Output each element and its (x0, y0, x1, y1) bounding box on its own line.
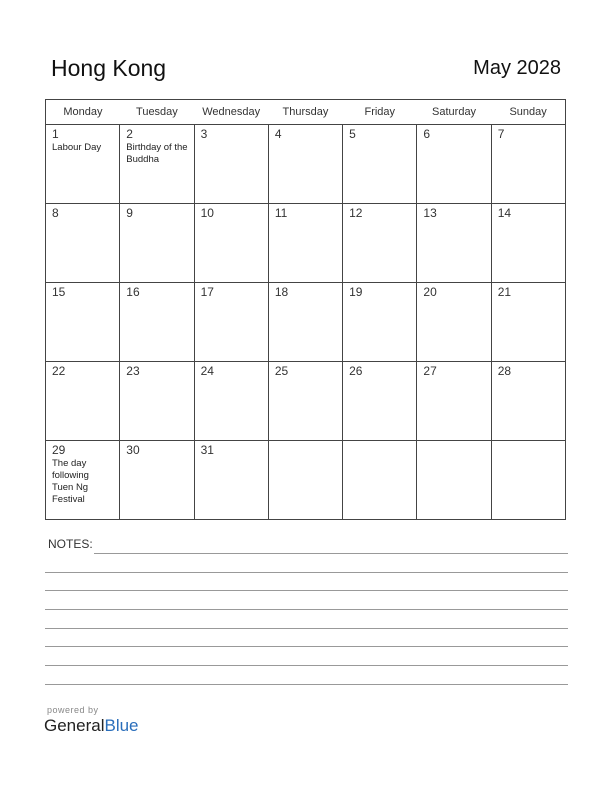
day-cell (268, 283, 342, 362)
holiday-label: Birthday of the Buddha (126, 142, 188, 165)
day-cell (343, 125, 417, 204)
day-number: 4 (274, 127, 282, 141)
weekday-header: Tuesday (120, 100, 194, 125)
day-cell (417, 362, 491, 441)
week-row (46, 283, 566, 362)
day-number: 5 (349, 127, 356, 141)
day-cell (417, 125, 491, 204)
day-cell (194, 362, 268, 441)
day-number: 11 (274, 206, 288, 220)
day-cell (120, 283, 194, 362)
generalblue-logo[interactable] (44, 716, 139, 736)
day-cell (194, 204, 268, 283)
day-cell (194, 283, 268, 362)
day-cell (417, 441, 491, 520)
week-row (46, 441, 566, 520)
day-number: 31 (200, 443, 214, 457)
day-cell (491, 283, 565, 362)
day-number: 23 (126, 364, 140, 378)
day-cell (491, 441, 565, 520)
weekday-header-row (46, 100, 566, 125)
day-number: 29 (52, 443, 66, 457)
holiday-label: The day following Tuen Ng Festival (52, 458, 89, 505)
day-number: 6 (423, 127, 431, 141)
day-number: 8 (52, 206, 59, 220)
weekday-header: Wednesday (194, 100, 268, 125)
day-number: 10 (200, 206, 214, 220)
day-number: 30 (126, 443, 140, 457)
day-cell (417, 283, 491, 362)
day-cell (343, 204, 417, 283)
day-cell (268, 441, 342, 520)
brand-general: General (44, 716, 105, 735)
notes-line (45, 628, 568, 629)
day-number: 16 (126, 285, 140, 299)
day-cell (343, 283, 417, 362)
day-cell (120, 204, 194, 283)
day-cell (491, 125, 565, 204)
week-row (46, 362, 566, 441)
day-number: 15 (52, 285, 66, 299)
weekday-header: Friday (343, 100, 417, 125)
brand-blue: Blue (104, 716, 139, 735)
day-number: 13 (423, 206, 437, 220)
calendar-month-title: May 2028 (473, 57, 561, 79)
day-cell (343, 362, 417, 441)
day-cell (46, 362, 120, 441)
day-number: 2 (126, 127, 133, 141)
day-number: 12 (349, 206, 363, 220)
day-cell (46, 283, 120, 362)
day-cell (343, 441, 417, 520)
day-number: 7 (497, 127, 505, 141)
day-cell (46, 441, 120, 520)
day-number: 20 (423, 285, 437, 299)
notes-line (45, 665, 568, 666)
calendar-location-title: Hong Kong (51, 55, 167, 81)
day-number: 14 (497, 206, 512, 220)
day-number: 22 (52, 364, 66, 378)
day-number: 26 (349, 364, 363, 378)
notes-line (45, 684, 568, 685)
day-cell (46, 125, 120, 204)
powered-by-text: powered by (47, 705, 99, 715)
day-cell (120, 362, 194, 441)
notes-line (45, 609, 568, 610)
weekday-header: Thursday (268, 100, 342, 125)
day-number: 21 (497, 285, 512, 299)
day-number: 27 (423, 364, 437, 378)
day-number: 1 (52, 127, 59, 141)
day-cell (120, 441, 194, 520)
day-cell (491, 204, 565, 283)
weekday-header: Sunday (491, 100, 565, 125)
day-number: 3 (200, 127, 208, 141)
day-number: 18 (274, 285, 289, 299)
holiday-label: Labour Day (52, 142, 102, 153)
day-cell (417, 204, 491, 283)
day-number: 28 (497, 364, 512, 378)
day-cell (46, 204, 120, 283)
calendar-grid (45, 99, 566, 520)
week-row (46, 204, 566, 283)
day-cell (194, 441, 268, 520)
notes-line (45, 590, 568, 591)
notes-line (45, 646, 568, 647)
day-number: 25 (274, 364, 289, 378)
day-cell (194, 125, 268, 204)
day-cell (268, 362, 342, 441)
weekday-header: Monday (46, 100, 120, 125)
day-number: 19 (349, 285, 363, 299)
day-cell (120, 125, 194, 204)
day-number: 9 (126, 206, 133, 220)
notes-line (45, 572, 568, 573)
day-number: 24 (200, 364, 214, 378)
day-number: 17 (200, 285, 214, 299)
notes-line (94, 553, 568, 554)
day-cell (491, 362, 565, 441)
day-cell (268, 125, 342, 204)
notes-label: NOTES: (48, 537, 93, 551)
day-cell (268, 204, 342, 283)
weekday-header: Saturday (417, 100, 491, 125)
week-row (46, 125, 566, 204)
